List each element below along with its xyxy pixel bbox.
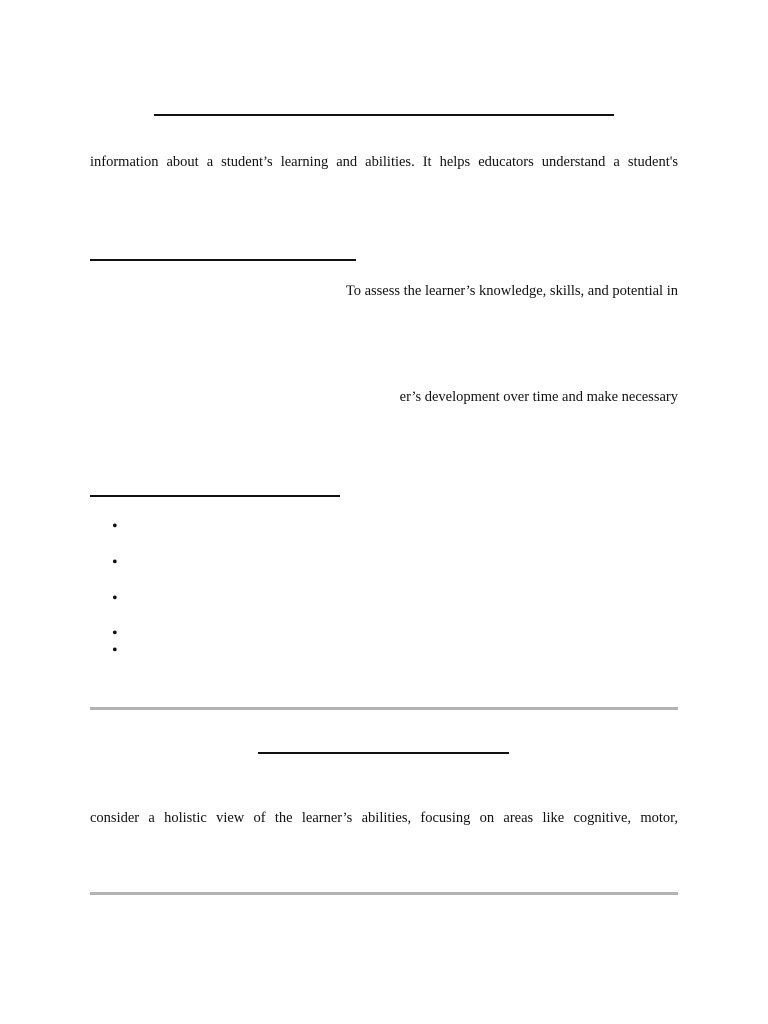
list-bullet: • <box>112 590 118 607</box>
list-bullet: • <box>112 554 118 571</box>
subtitle-underline <box>258 752 509 754</box>
purpose-text-line: To assess the learner’s knowledge, skills, and potential in <box>345 283 678 299</box>
section-heading-underline <box>90 259 356 261</box>
bottom-divider <box>90 892 678 895</box>
section-divider <box>90 707 678 710</box>
title-underline <box>154 114 614 116</box>
list-bullet: • <box>112 625 118 642</box>
development-text-line: er’s development over time and make necessary <box>399 389 678 405</box>
intro-text-line: information about a student’s learning and abilities. It helps educators understand a student's <box>90 154 678 170</box>
list-bullet: • <box>112 642 118 659</box>
list-heading-underline <box>90 495 340 497</box>
holistic-text-line: consider a holistic view of the learner’s abilities, focusing on areas like cognitive, motor, <box>90 810 678 826</box>
list-bullet: • <box>112 518 118 535</box>
